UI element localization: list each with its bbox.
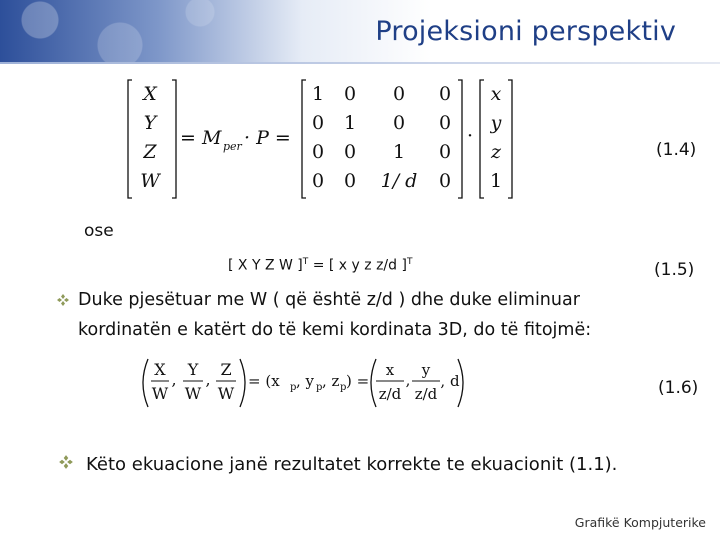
eq3-z: , z	[322, 372, 340, 390]
m20: 0	[311, 141, 325, 163]
eq3-last: , d	[440, 372, 460, 390]
eq-dotP: · P =	[244, 127, 291, 149]
eq3-sub3: p	[340, 382, 347, 393]
m01: 0	[343, 83, 357, 105]
m00: 1	[311, 83, 325, 105]
rhs-x: x	[490, 83, 502, 105]
m13: 0	[438, 112, 452, 134]
matrix-equation	[120, 76, 520, 202]
eq-sub-per: per	[223, 140, 242, 153]
lhs-Z: Z	[143, 141, 157, 163]
eq3-rparen	[240, 359, 245, 407]
eq3-sub2: p	[316, 382, 323, 393]
eq3-frac5-den: z/d	[414, 385, 438, 403]
svg-text:,: ,	[405, 371, 411, 389]
bullet2-text: Këto ekuacione janë rezultatet korrekte te ekuacionit (1.1).	[86, 454, 618, 475]
eq2-sup2: T	[406, 257, 413, 267]
m12: 0	[392, 112, 406, 134]
eq3-frac4-num: x	[385, 361, 395, 379]
eq3-frac3-den: W	[217, 384, 235, 403]
equation-number-1-4: (1.4)	[656, 140, 697, 160]
eq3-lparen	[143, 359, 148, 407]
lhs-X: X	[143, 83, 157, 105]
m31: 0	[343, 170, 357, 192]
m30: 0	[311, 170, 325, 192]
equation-number-1-6: (1.6)	[658, 378, 699, 398]
lhs-Y: Y	[143, 112, 157, 134]
m22: 1	[392, 141, 406, 163]
eq3-frac4-den: z/d	[378, 385, 402, 403]
footer-course-name: Grafikë Kompjuterike	[574, 515, 706, 530]
equation-1-5	[228, 257, 412, 274]
slide-title: Projeksioni perspektiv	[375, 16, 676, 47]
eq3-mid: = (x	[248, 372, 280, 390]
m33: 0	[438, 170, 452, 192]
eq3-frac2-num: Y	[187, 360, 199, 379]
rhs-z: z	[490, 141, 502, 163]
m21: 0	[343, 141, 357, 163]
svg-text:,: ,	[205, 370, 211, 389]
m02: 0	[392, 83, 406, 105]
ose-label: ose	[84, 221, 114, 241]
eq3-frac1-den: W	[151, 384, 169, 403]
eq3-frac1-num: X	[154, 360, 166, 379]
equation-number-1-5: (1.5)	[654, 260, 695, 280]
svg-text:,: ,	[171, 370, 177, 389]
eq3-y: , y	[296, 372, 315, 390]
diamond-bullet-icon	[58, 454, 74, 470]
m03: 0	[438, 83, 452, 105]
bullet1-line1: Duke pjesëtuar me W ( që është z/d ) dhe duke eliminuar	[78, 290, 580, 310]
lhs-W: W	[140, 170, 160, 192]
m11: 1	[343, 112, 357, 134]
header-rule	[0, 62, 720, 64]
eq-Mper: = M	[180, 127, 222, 149]
eq3-close: ) =	[346, 372, 370, 390]
eq2-middle: = [ x y z z/d ]	[308, 257, 407, 274]
equation-1-6	[138, 355, 468, 411]
eq2-sup1: T	[302, 257, 309, 267]
eq3-frac5-num: y	[421, 361, 431, 379]
eq3-sub1: p	[290, 382, 297, 393]
rhs-1: 1	[489, 170, 503, 192]
m10: 0	[311, 112, 325, 134]
eq3-frac3-num: Z	[220, 360, 232, 379]
eq2-left: [ X Y Z W ]	[228, 257, 303, 274]
diamond-bullet-icon	[56, 293, 70, 307]
rhs-y: y	[490, 112, 502, 134]
matrix-dot: ·	[467, 125, 474, 147]
m23: 0	[438, 141, 452, 163]
bullet1-line2: kordinatën e katërt do të kemi kordinata 3D, do të fitojmë:	[78, 320, 592, 340]
m32: 1/ d	[380, 170, 418, 192]
eq3-frac2-den: W	[184, 384, 202, 403]
